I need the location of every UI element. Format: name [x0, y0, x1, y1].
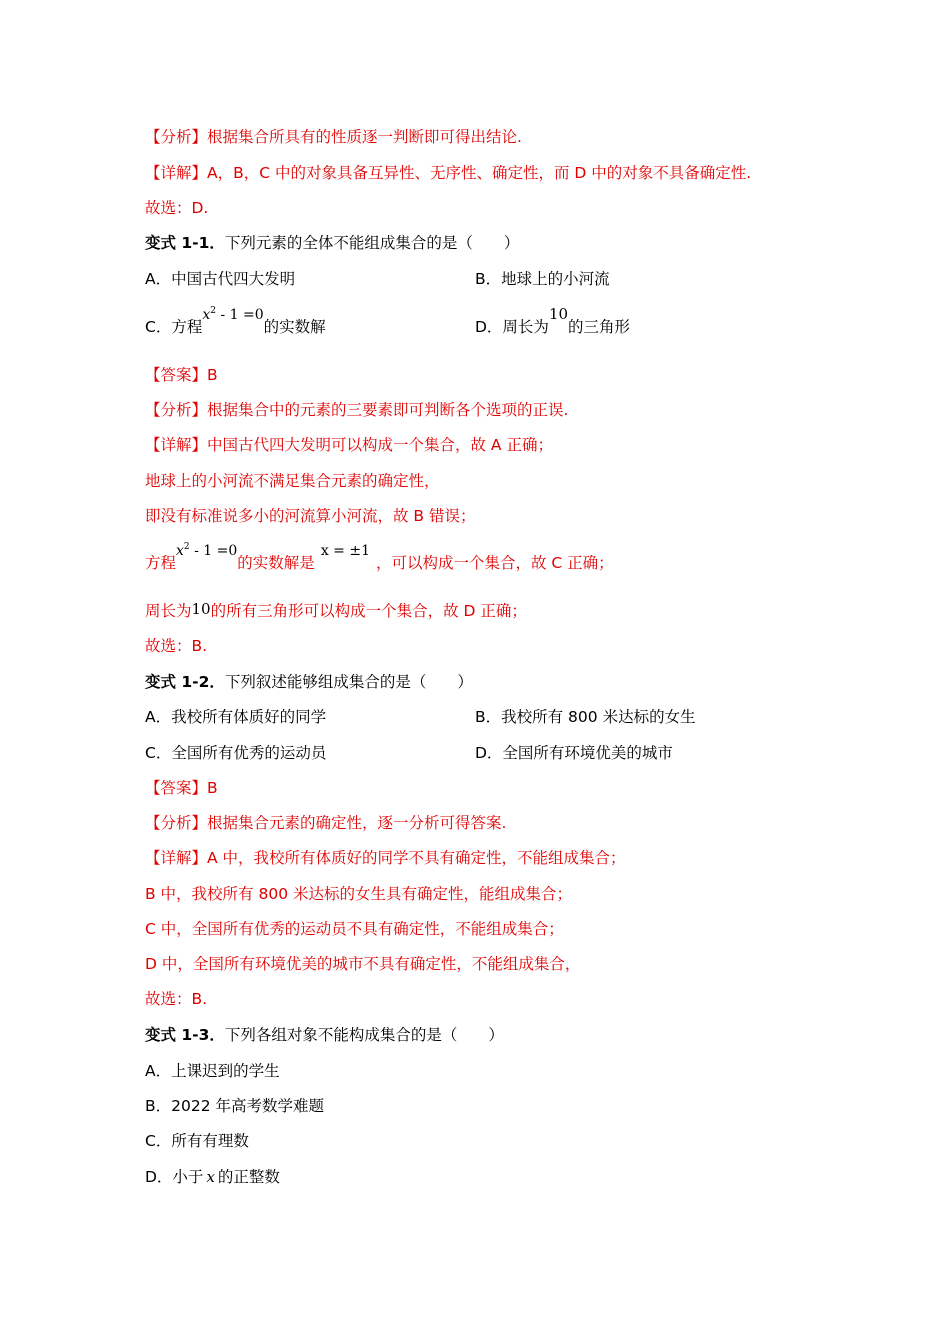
- q11-option-b: B．地球上的小河流: [475, 270, 610, 288]
- q11-detail-4-mid: 的实数解是: [237, 554, 315, 572]
- q13-option-d-label: D．小于: [145, 1168, 204, 1186]
- q13-option-d-tail: 的正整数: [217, 1168, 280, 1186]
- q11-option-d: [475, 305, 631, 337]
- q11-detail-2: 地球上的小河流不满足集合元素的确定性，: [145, 472, 440, 490]
- q11-option-c-label: C．方程: [145, 318, 203, 336]
- prev-choose: 故选：D.: [145, 199, 209, 217]
- q11-stem-text: 下列元素的全体不能组成集合的是（ ）: [224, 234, 520, 252]
- q11-detail-1: 【详解】中国古代四大发明可以构成一个集合，故 A 正确；: [145, 436, 553, 454]
- prev-detail: 【详解】A，B，C 中的对象具备互异性、无序性、确定性，而 D 中的对象不具备确定性.: [145, 164, 752, 182]
- q11-option-c: [145, 306, 326, 340]
- q11-detail-5-number: 10: [191, 600, 211, 618]
- q11-option-c-tail: 的实数解: [263, 318, 326, 336]
- q13-stem: [145, 1025, 504, 1045]
- q13-option-a: A．上课迟到的学生: [145, 1062, 280, 1080]
- q13-option-d-variable: x: [206, 1168, 215, 1186]
- q11-option-d-number: 10: [548, 305, 569, 323]
- q11-detail-4-post: ，可以构成一个集合，故 C 正确；: [375, 554, 614, 572]
- q11-option-a: A．中国古代四大发明: [145, 270, 296, 288]
- q12-choose: 故选：B.: [145, 990, 208, 1008]
- q11-detail-4-equation: $x^2 - 1 =0$: [176, 542, 238, 559]
- q13-option-b: B．2022 年高考数学难题: [145, 1097, 325, 1115]
- q11-detail-3: 即没有标准说多小的河流算小河流，故 B 错误；: [145, 507, 476, 525]
- q12-detail-1: 【详解】A 中，我校所有体质好的同学不具有确定性，不能组成集合；: [145, 849, 626, 867]
- q12-analysis: 【分析】根据集合元素的确定性，逐一分析可得答案.: [145, 814, 507, 832]
- q12-option-a: A．我校所有体质好的同学: [145, 708, 327, 726]
- q13-option-d: [145, 1167, 280, 1187]
- q11-detail-4-solution: x = ±1: [320, 543, 370, 559]
- q11-option-d-tail: 的三角形: [568, 318, 631, 336]
- q11-detail-4-pre: 方程: [145, 554, 177, 572]
- q11-option-d-label: D．周长为: [475, 318, 549, 336]
- q12-detail-3: C 中，全国所有优秀的运动员不具有确定性，不能组成集合；: [145, 920, 564, 938]
- q11-detail-5-post: 的所有三角形可以构成一个集合，故 D 正确；: [210, 602, 527, 620]
- q11-stem: [145, 233, 519, 253]
- prev-analysis: 【分析】根据集合所具有的性质逐一判断即可得出结论.: [145, 128, 522, 146]
- q12-option-b: B．我校所有 800 米达标的女生: [475, 708, 696, 726]
- q11-detail-5: [145, 601, 527, 621]
- q13-stem-text: 下列各组对象不能构成集合的是（ ）: [224, 1026, 504, 1044]
- q11-label: 变式 1-1．: [145, 234, 225, 252]
- q11-answer: 【答案】B: [145, 366, 218, 384]
- q13-option-c: C．所有有理数: [145, 1132, 249, 1150]
- q12-label: 变式 1-2．: [145, 673, 225, 691]
- q12-detail-2: B 中，我校所有 800 米达标的女生具有确定性，能组成集合；: [145, 885, 573, 903]
- q13-label: 变式 1-3．: [145, 1026, 225, 1044]
- q11-detail-4: [145, 542, 614, 576]
- q12-option-d: D．全国所有环境优美的城市: [475, 744, 673, 762]
- q12-stem: [145, 672, 473, 692]
- q12-stem-text: 下列叙述能够组成集合的是（ ）: [224, 673, 473, 691]
- q11-detail-5-pre: 周长为: [145, 602, 192, 620]
- q11-option-c-equation: $x^2 - 1 =0$: [202, 306, 264, 323]
- q11-choose: 故选：B.: [145, 637, 208, 655]
- q12-option-c: C．全国所有优秀的运动员: [145, 744, 327, 762]
- q11-analysis: 【分析】根据集合中的元素的三要素即可判断各个选项的正误.: [145, 401, 569, 419]
- q12-answer: 【答案】B: [145, 779, 218, 797]
- q12-detail-4: D 中，全国所有环境优美的城市不具有确定性，不能组成集合，: [145, 955, 581, 973]
